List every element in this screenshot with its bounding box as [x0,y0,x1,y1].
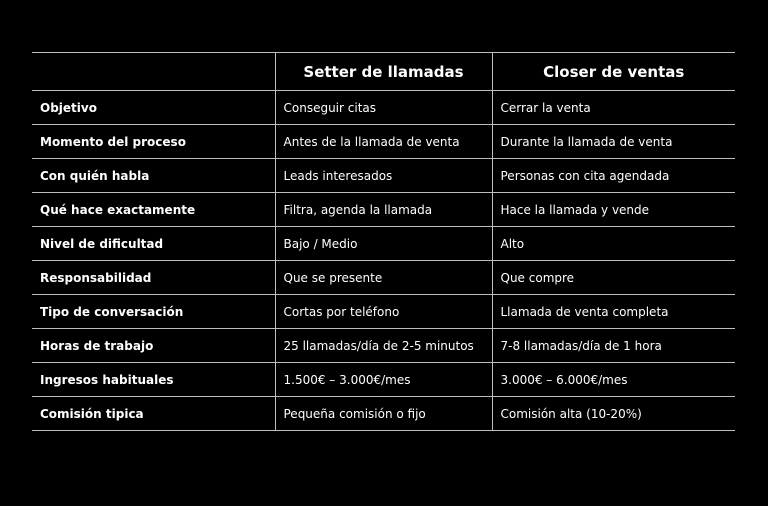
closer-cell: Alto [492,227,735,261]
comparison-table [32,52,735,431]
table-row [32,329,735,363]
setter-cell: Filtra, agenda la llamada [275,193,492,227]
setter-cell: Cortas por teléfono [275,295,492,329]
setter-cell: 25 llamadas/día de 2-5 minutos [275,329,492,363]
table-row [32,227,735,261]
setter-cell: Antes de la llamada de venta [275,125,492,159]
row-label: Responsabilidad [40,270,152,285]
closer-cell: Durante la llamada de venta [492,125,735,159]
setter-cell: 1.500€ – 3.000€/mes [275,363,492,397]
closer-cell: 3.000€ – 6.000€/mes [492,363,735,397]
closer-cell: 7-8 llamadas/día de 1 hora [492,329,735,363]
table-row [32,193,735,227]
setter-cell: Que se presente [275,261,492,295]
row-label: Objetivo [40,100,97,115]
row-label: Comisión tipica [40,406,144,421]
table-row [32,91,735,125]
row-label: Horas de trabajo [40,338,154,353]
table-row [32,295,735,329]
setter-cell: Pequeña comisión o fijo [275,397,492,431]
header-setter: Setter de llamadas [275,53,492,91]
table-row [32,363,735,397]
table-row [32,125,735,159]
closer-cell: Hace la llamada y vende [492,193,735,227]
table-header-row [32,53,735,91]
row-label: Con quién habla [40,168,150,183]
row-label: Ingresos habituales [40,372,174,387]
row-label: Momento del proceso [40,134,186,149]
setter-cell: Leads interesados [275,159,492,193]
row-label: Qué hace exactamente [40,202,196,217]
header-empty-cell [32,53,275,91]
row-label: Tipo de conversación [40,304,184,319]
setter-cell: Bajo / Medio [275,227,492,261]
closer-cell: Personas con cita agendada [492,159,735,193]
closer-cell: Llamada de venta completa [492,295,735,329]
closer-cell: Cerrar la venta [492,91,735,125]
closer-cell: Comisión alta (10-20%) [492,397,735,431]
table-row [32,397,735,431]
row-label: Nivel de dificultad [40,236,164,251]
table-row [32,261,735,295]
header-closer: Closer de ventas [492,53,735,91]
table-row [32,159,735,193]
setter-cell: Conseguir citas [275,91,492,125]
comparison-table-container [32,52,735,431]
closer-cell: Que compre [492,261,735,295]
